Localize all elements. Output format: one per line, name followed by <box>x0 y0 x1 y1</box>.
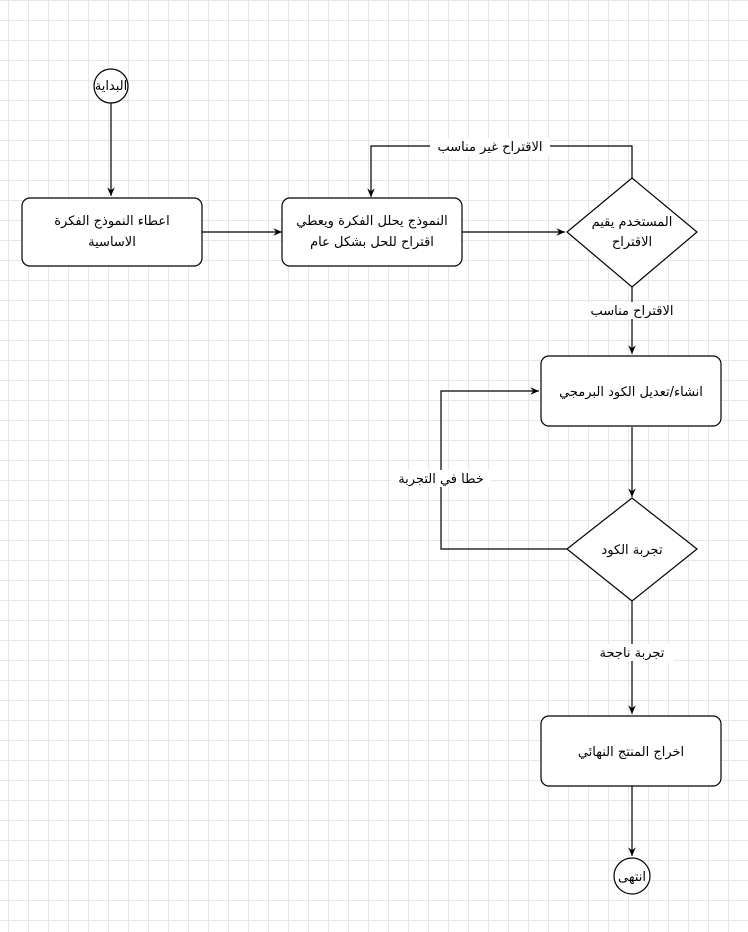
edge-label-test-success-text: تجربة ناجحة <box>599 646 665 661</box>
node-code-label: انشاء/تعديل الكود البرمجي <box>559 385 703 400</box>
node-user-eval-line2: الاقتراح <box>611 235 653 250</box>
edge-label-test-error-text: خطا في التجربة <box>398 472 484 487</box>
edge-label-not-suitable <box>430 138 550 155</box>
node-analyze-line2: اقتراح للحل بشكل عام <box>310 235 434 250</box>
node-output[interactable] <box>541 716 721 786</box>
edge-label-suitable-text: الاقتراح مناسب <box>590 304 674 319</box>
node-analyze-line1: النموذج يحلل الفكرة ويعطي <box>296 214 448 229</box>
node-test[interactable] <box>567 498 697 601</box>
node-test-label: تجربة الكود <box>601 543 663 558</box>
node-user-eval-line1: المستخدم يقيم <box>591 215 673 230</box>
node-end[interactable] <box>614 858 650 894</box>
node-start-label: البداية <box>94 79 128 94</box>
node-give-idea-line1: اعطاء النموذج الفكرة <box>54 214 170 229</box>
edge-label-suitable <box>585 302 680 319</box>
node-give-idea[interactable] <box>22 198 202 266</box>
edge-label-test-success <box>590 644 674 661</box>
node-analyze[interactable] <box>282 198 462 266</box>
node-output-label: اخراج المنتج النهائي <box>577 745 685 760</box>
node-end-label: انتهى <box>618 870 646 885</box>
node-user-eval[interactable] <box>567 178 697 287</box>
node-give-idea-line2: الاساسية <box>88 235 136 250</box>
node-code[interactable] <box>541 356 721 426</box>
edge-label-test-error <box>391 470 491 487</box>
node-start[interactable] <box>94 69 128 103</box>
edge-label-not-suitable-text: الاقتراح غير مناسب <box>437 140 543 155</box>
